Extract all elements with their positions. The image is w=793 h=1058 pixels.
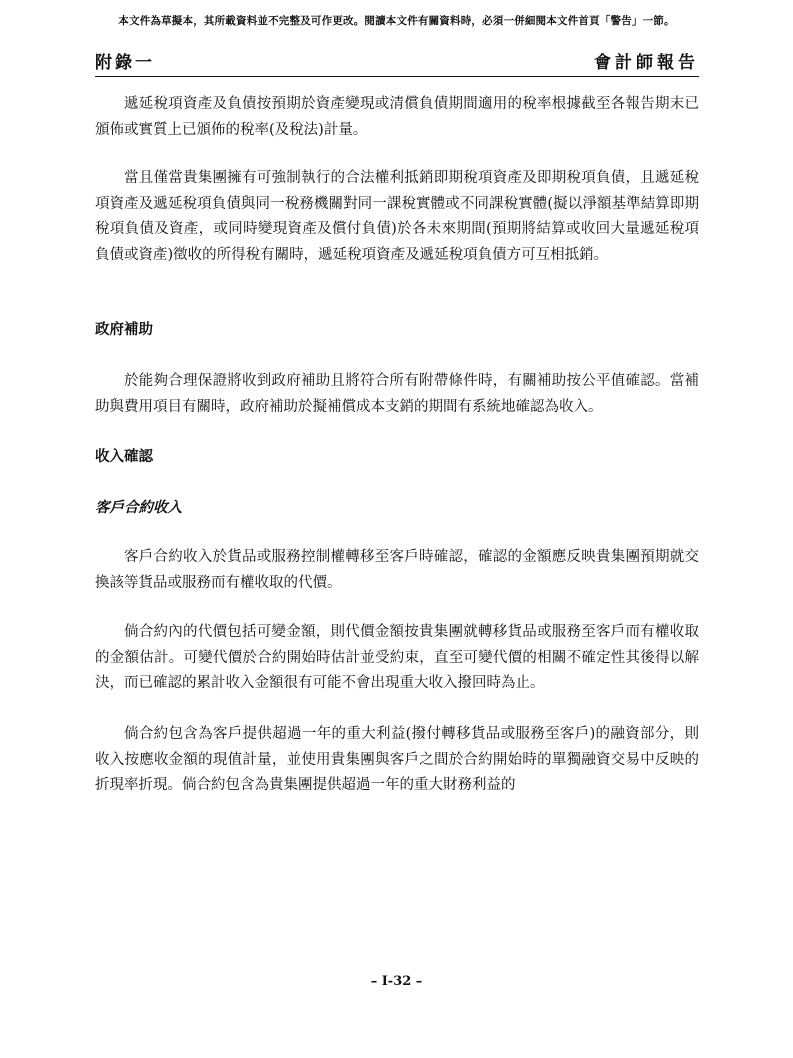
paragraph-variable-consideration: 倘合約內的代價包括可變金額，則代價金額按貴集團就轉移貨品或服務至客戶而有權收取的金額估計。可變代價於合約開始時估計並受約束，直至可變代價的相關不確定性其後得以解決，而已確認的累計收入金額很有可能不會出現重大收入撥回時為止。 bbox=[95, 624, 699, 692]
paragraph-deferred-tax-measurement: 遞延稅項資產及負債按預期於資產變現或清償負債期間適用的稅率根據截至各報告期末已頒佈或實質上已頒佈的稅率(及稅法)計量。 bbox=[95, 96, 699, 138]
paragraph-deferred-tax-offset: 當且僅當貴集團擁有可強制執行的合法權利抵銷即期稅項資產及即期稅項負債，且遞延稅項資產及遞延稅項負債與同一稅務機關對同一課稅實體或不同課稅實體(擬以淨額基準結算即期稅項負債及資產，或同時變現資產及償付負債)於各未來期間(預期將結算或收回大量遞延稅項負債或資產)徵收的所得稅有關時，遞延稅項資產及遞延稅項負債方可互相抵銷。 bbox=[95, 170, 699, 263]
paragraph-contract-revenue: 客戶合約收入於貨品或服務控制權轉移至客戶時確認，確認的金額應反映貴集團預期就交換該等貨品或服務而有權收取的代價。 bbox=[95, 549, 699, 591]
heading-government-grants: 政府補助 bbox=[95, 321, 153, 338]
appendix-title: 附錄一 bbox=[95, 53, 155, 73]
report-title: 會計師報告 bbox=[594, 53, 699, 73]
paragraph-government-grants: 於能夠合理保證將收到政府補助且將符合所有附帶條件時，有關補助按公平值確認。當補助與費用項目有關時，政府補助於擬補償成本支銷的期間有系統地確認為收入。 bbox=[95, 373, 699, 415]
subheading-contract-revenue: 客戶合約收入 bbox=[95, 499, 182, 516]
heading-revenue-recognition: 收入確認 bbox=[95, 448, 153, 465]
draft-warning-banner: 本文件為草擬本，其所載資料並不完整及可作更改。閱讀本文件有關資料時，必須一併細閱本文件首頁「警告」一節。 bbox=[118, 15, 675, 27]
page-header bbox=[95, 48, 699, 77]
page-number: – I-32 – bbox=[370, 974, 423, 989]
paragraph-financing-component: 倘合約包含為客戶提供超過一年的重大利益(撥付轉移貨品或服務至客戶)的融資部分，則收入按應收金額的現值計量，並使用貴集團與客戶之間於合約開始時的單獨融資交易中反映的折現率折現。倘合約包含為貴集團提供超過一年的重大財務利益的 bbox=[95, 726, 699, 794]
